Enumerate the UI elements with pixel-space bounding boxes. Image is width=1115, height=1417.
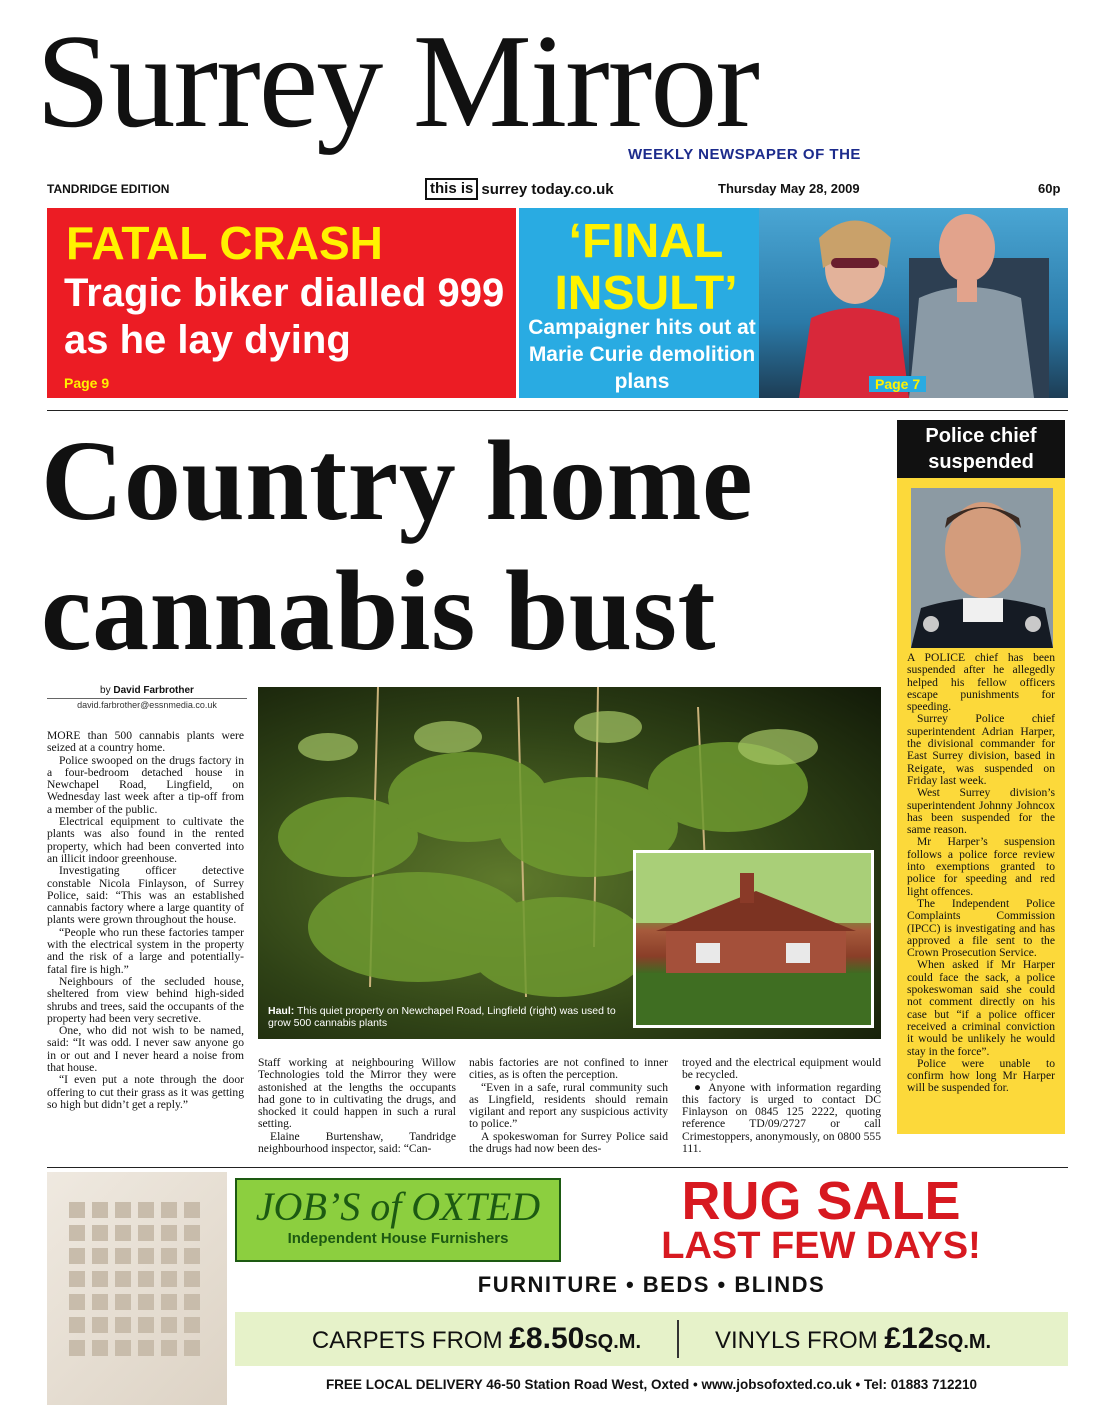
edition-label: TANDRIDGE EDITION (47, 182, 170, 196)
carpets-price: £8.50 (509, 1322, 585, 1355)
sidebar-body (907, 652, 1055, 1095)
rug-image (47, 1172, 227, 1405)
cannabis-photo (258, 687, 881, 1039)
sale-subheadline: LAST FEW DAYS! (661, 1225, 981, 1267)
advert-jobs-of-oxted[interactable] (47, 1172, 1068, 1405)
teaser-kicker: ‘FINAL INSULT’ (554, 215, 738, 320)
article-paragraph: Elaine Burtenshaw, Tandridge neighbourhood inspector, said: “Can- (258, 1129, 456, 1156)
teaser-page-ref: Page 9 (64, 375, 110, 391)
caption-text: This quiet property on Newchapel Road, Lingfield (right) was used to grow 500 cannabis plants (268, 1005, 616, 1029)
sidebar-story (897, 478, 1065, 1134)
article-paragraph: troyed and the electrical equipment would be recycled. (682, 1056, 881, 1082)
sidebar-paragraph: Mr Harper’s suspension follows a police force review into exemptions granted to police for speeding and red light offences. (907, 835, 1055, 898)
advertiser-logo (235, 1178, 561, 1262)
sidebar-paragraph: Surrey Police chief superintendent Adrian Harper, the divisional commander for East Surrey division, based in Reigate, was suspended on Friday last week. (907, 712, 1055, 787)
sidebar-paragraph: When asked if Mr Harper could face the sack, a police spokeswoman said she could not comment directly on his case but “if a police officer received a criminal conviction it would be unlikely he would stay in the force”. (907, 958, 1055, 1058)
price-band (235, 1312, 1068, 1366)
article-column-2 (258, 1057, 456, 1155)
article-paragraph: Staff working at neighbouring Willow Technologies told the Mirror they were astonished at the lengths the occupants had gone to in cultivating the drugs, and shocked it could happen in such a rural setting. (258, 1056, 456, 1131)
couple-photo-illustration (759, 208, 1068, 398)
sidebar-headline: Police chief suspended (897, 420, 1065, 479)
article-paragraph: A spokeswoman for Surrey Police said the drugs had now been des- (469, 1129, 668, 1156)
byline-divider (47, 698, 247, 699)
teaser-kicker: FATAL CRASH (66, 217, 383, 269)
sidebar-paragraph: The Independent Police Complaints Commission (IPCC) is investigating and has approved a file sent to the Crown Prosecution Service. (907, 896, 1055, 960)
advert-divider (47, 1167, 1068, 1168)
masthead-title: Surrey Mirror (36, 7, 758, 155)
advert-contact-details: FREE LOCAL DELIVERY 46-50 Station Road West, Oxted • www.jobsofoxted.co.uk • Tel: 01883 712210 (325, 1377, 978, 1392)
house-photo (633, 850, 874, 1028)
photo-caption (268, 1005, 628, 1029)
article-paragraph: Investigating officer detective constable Nicola Finlayson, of Surrey Police, said: “This was an established cannabis factory where a large quantity of plants were grown throughout the house. (47, 864, 244, 927)
vinyls-unit: SQ.M. (934, 1331, 992, 1353)
article-column-1 (47, 730, 244, 1111)
article-paragraph: nabis factories are not confined to inner cities, as is often the perception. (469, 1056, 668, 1082)
article-paragraph: Police swooped on the drugs factory in a four-bedroom detached house in Newchapel Road, Lingfield, on Wednesday last week after a tip-off from a member of the public. (47, 753, 244, 816)
teaser-page-ref: Page 7 (869, 376, 926, 392)
article-paragraph: ● Anyone with information regarding this factory is urged to contact DC Finlayson on 0845 125 2222, quoting reference TD/09/2727 or call Crimestoppers, anonymously, on 0800 555 111. (682, 1080, 881, 1156)
rug-pattern (69, 1202, 200, 1356)
teaser-fatal-crash[interactable] (47, 208, 516, 398)
carpets-unit: SQ.M. (584, 1331, 641, 1353)
police-chief-illustration (911, 488, 1053, 648)
sidebar-paragraph: West Surrey division’s superintendent Johnny Johncox has been suspended for the same reason. (907, 786, 1055, 837)
article-paragraph: “Even in a safe, rural community such as Lingfield, residents should remain vigilant and report any suspicious activity to police.” (469, 1080, 668, 1131)
couple-photo (759, 208, 1068, 398)
issue-date: Thursday May 28, 2009 (718, 181, 860, 196)
advertiser-tagline: Independent House Furnishers (287, 1230, 509, 1247)
article-paragraph: MORE than 500 cannabis plants were seized at a country home. (47, 729, 244, 755)
article-paragraph: One, who did not wish to be named, said: “It was odd. I never saw anyone go in or out and I never heard a noise from that house. (47, 1024, 244, 1075)
vinyls-offer (715, 1322, 991, 1356)
website-link[interactable] (425, 178, 614, 200)
article-column-4 (682, 1057, 881, 1155)
web-prefix: this is (425, 178, 478, 200)
article-paragraph: Electrical equipment to cultivate the plants was also found in the rented property, which had been converted into an illicit indoor greenhouse. (47, 815, 244, 865)
product-categories: FURNITURE • BEDS • BLINDS (477, 1272, 826, 1297)
carpets-offer (312, 1322, 641, 1356)
vinyls-label: VINYLS FROM (715, 1327, 878, 1354)
advertiser-name: JOB’S of OXTED (255, 1184, 541, 1229)
teaser-final-insult[interactable] (519, 208, 1068, 398)
price-separator (677, 1320, 679, 1358)
lead-headline: Country home cannabis bust (41, 417, 754, 674)
police-chief-photo (911, 488, 1053, 648)
sidebar-paragraph: Police were unable to confirm how long Mr Harper will be suspended for. (907, 1056, 1055, 1095)
masthead-tagline: WEEKLY NEWSPAPER OF THE (628, 146, 861, 163)
teaser-headline: Tragic biker dialled 999 as he lay dying (64, 271, 505, 362)
caption-label: Haul: (268, 1005, 295, 1017)
author-email[interactable]: david.farbrother@essnmedia.co.uk (77, 700, 217, 710)
teaser-subhead: Campaigner hits out at Marie Curie demolition plans (528, 316, 756, 393)
article-paragraph: Neighbours of the secluded house, sheltered from view behind high-sided shrubs and trees, said the occupants of the property had been very secretive. (47, 974, 244, 1025)
sidebar-paragraph: A POLICE chief has been suspended after he allegedly helped his fellow officers escape punishments for speeding. (907, 651, 1055, 714)
byline (47, 685, 247, 697)
carpets-label: CARPETS FROM (311, 1327, 503, 1354)
cover-price: 60p (1038, 181, 1061, 196)
article-column-3 (469, 1057, 668, 1155)
web-domain: surrey today.co.uk (481, 180, 614, 198)
byline-prefix: by (100, 685, 111, 696)
sale-headline: RUG SALE (681, 1171, 961, 1231)
article-paragraph: “People who run these factories tamper with the electrical system in the property and the risk of a large and potentially-fatal fire is high.” (47, 925, 244, 976)
house-illustration (636, 853, 871, 1025)
author-name: David Farbrother (113, 685, 194, 696)
vinyls-price: £12 (884, 1322, 935, 1355)
section-divider (47, 410, 1068, 411)
article-paragraph: “I even put a note through the door offering to cut their grass as it was getting so high but didn’t get a reply.” (47, 1073, 244, 1111)
